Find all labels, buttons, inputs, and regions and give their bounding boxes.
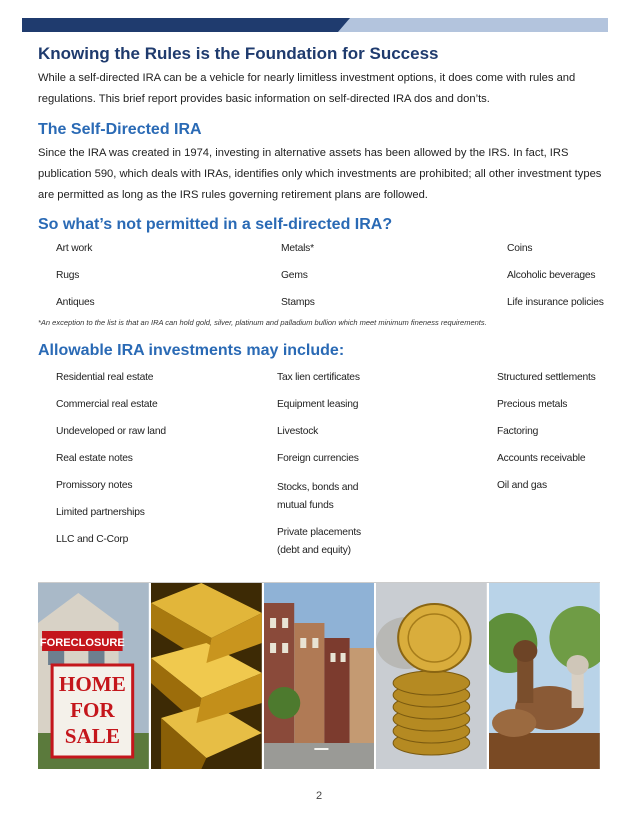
page-number: 2 (315, 790, 323, 802)
allowable-section (38, 342, 608, 360)
self-directed-section (38, 121, 608, 206)
allowable-col-1 (56, 371, 166, 560)
list-item: Residential real estate (56, 372, 154, 383)
list-item: Structured settlements (497, 372, 596, 383)
list-item: Factoring (497, 426, 539, 437)
photo-alpacas (489, 583, 600, 769)
list-item: Foreign currencies (277, 453, 359, 464)
list-item: Life insurance policies (507, 297, 604, 308)
not-permitted-section (38, 216, 608, 234)
photo-gold-bars (151, 583, 262, 769)
not-permitted-col-3 (507, 242, 604, 323)
list-item: Livestock (277, 426, 319, 437)
sign-sale: SALE (64, 724, 121, 748)
list-item: Art work (56, 243, 93, 254)
sign-home: HOME (58, 672, 126, 696)
list-item: Alcoholic beverages (507, 270, 596, 281)
footnote: *An exception to the list is that an IRA can hold gold, silver, platinum and palladium bullion which meet minimum fineness requirements. (38, 318, 487, 327)
section-title-self-directed: The Self-Directed IRA (38, 121, 202, 138)
list-item: Promissory notes (56, 480, 133, 491)
list-item: Stocks, bonds and mutual funds (277, 482, 359, 511)
list-item: Gems (281, 270, 308, 281)
list-item: Antiques (56, 297, 95, 308)
list-item: Limited partnerships (56, 507, 145, 518)
list-item: Coins (507, 243, 533, 254)
list-item: Real estate notes (56, 453, 133, 464)
self-directed-paragraph: Since the IRA was created in 1974, investing in alternative assets has been allowed by the IRS. In fact, IRS publication 590, which deals with IRAs, identifies only which investments are prohibited; all other investment types are permitted as long as the IRS rules governing retirement plans are followed. (38, 147, 602, 201)
allowable-list (56, 371, 608, 561)
list-item: Precious metals (497, 399, 568, 410)
header-band-dark (22, 18, 352, 32)
photo-main-street (264, 583, 375, 769)
allowable-col-3 (497, 371, 596, 506)
photo-home-for-sale (38, 583, 149, 769)
header-band-light (338, 18, 608, 32)
list-item: Stamps (281, 297, 315, 308)
not-permitted-col-1 (56, 242, 94, 323)
list-item: Metals* (281, 243, 314, 254)
photo-strip (38, 582, 600, 769)
photo-gold-coins (376, 583, 487, 769)
list-item: Oil and gas (497, 480, 547, 491)
list-item: Accounts receivable (497, 453, 586, 464)
main-heading: Knowing the Rules is the Foundation for Success (38, 44, 439, 63)
not-permitted-list (56, 242, 608, 312)
allowable-col-2 (277, 371, 377, 569)
list-item: Private placements (debt and equity) (277, 527, 361, 556)
list-item: LLC and C-Corp (56, 534, 129, 545)
section-title-not-permitted: So what’s not permitted in a self-directed IRA? (38, 216, 393, 233)
intro-paragraph: While a self-directed IRA can be a vehicle for nearly limitless investment options, it does come with rules and regulations. This brief report provides basic information on self-directed IRA dos and don’ts. (38, 72, 576, 105)
not-permitted-col-2 (281, 242, 315, 323)
sign-for: FOR (70, 698, 115, 722)
intro-section (38, 44, 608, 110)
list-item: Tax lien certificates (277, 372, 360, 383)
list-item: Equipment leasing (277, 399, 359, 410)
section-title-allowable: Allowable IRA investments may include: (38, 342, 345, 359)
sign-foreclosure: FORECLOSURE (39, 637, 125, 649)
list-item: Commercial real estate (56, 399, 158, 410)
list-item: Undeveloped or raw land (56, 426, 166, 437)
list-item: Rugs (56, 270, 80, 281)
